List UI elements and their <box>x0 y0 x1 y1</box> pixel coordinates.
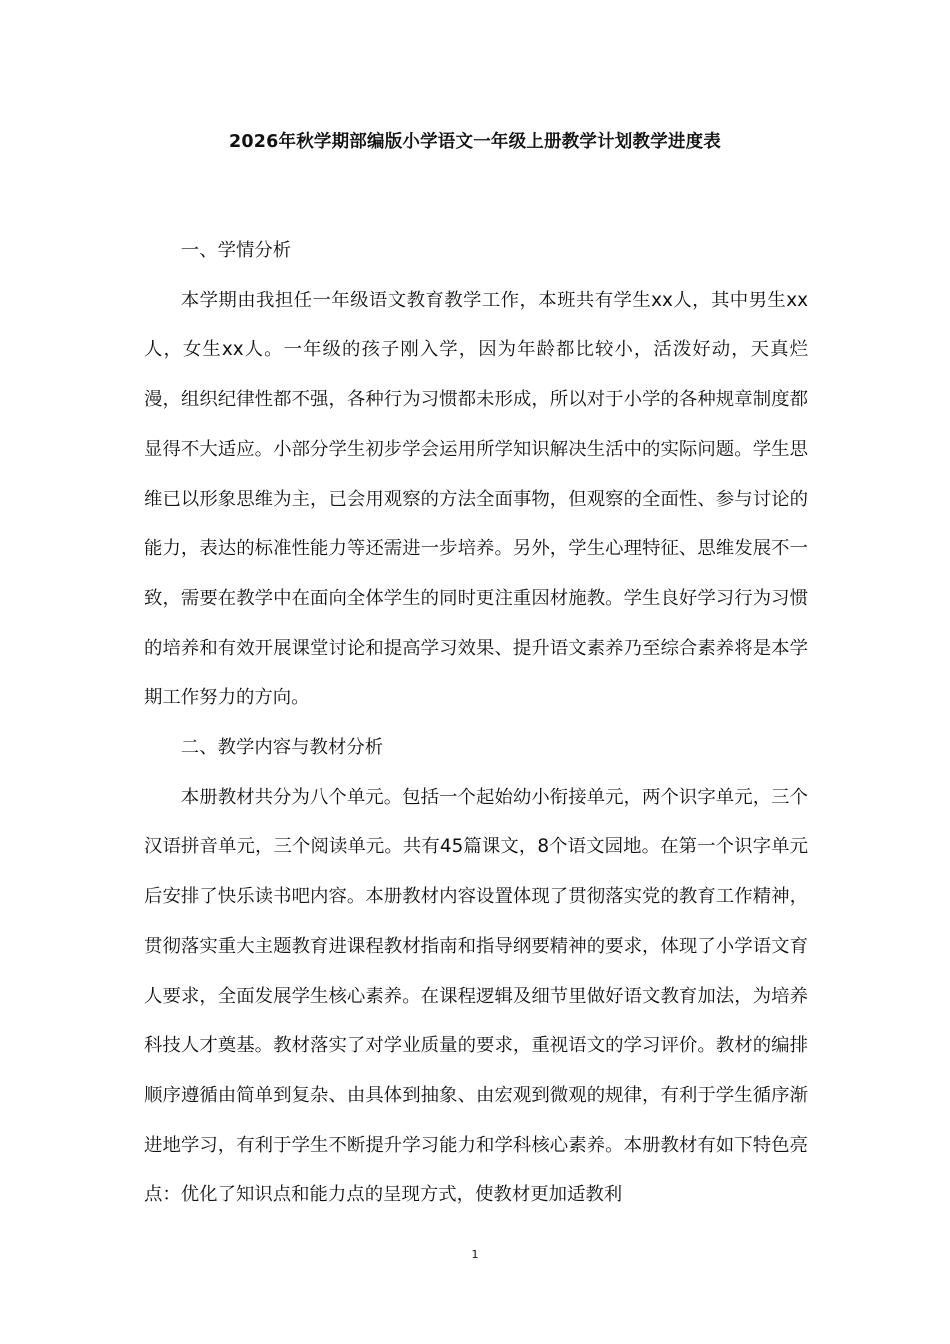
paragraph-content-analysis: 本册教材共分为八个单元。包括一个起始幼小衔接单元，两个识字单元，三个汉语拼音单元，三个阅读单元。共有45篇课文，8个语文园地。在第一个识字单元后安排了快乐读书吧内容。本册教材内容设置体现了贯彻落实党的教育工作精神，贯彻落实重大主题教育进课程教材指南和指导纲要精神的要求，体现了小学语文育人要求，全面发展学生核心素养。在课程逻辑及细节里做好语文教育加法，为培养科技人才奠基。教材落实了对学业质量的要求，重视语文的学习评价。教材的编排顺序遵循由简单到复杂、由具体到抽象、由宏观到微观的规律，有利于学生循序渐进地学习，有利于学生不断提升学习能力和学科核心素养。本册教材有如下特色亮点：优化了知识点和能力点的呈现方式，使教材更加适教利 <box>144 786 808 1206</box>
page-number: 1 <box>471 1248 479 1261</box>
section-heading-content-analysis: 二、教学内容与教材分析 <box>180 737 384 759</box>
section-heading-learning-analysis: 一、学情分析 <box>180 240 292 261</box>
document-title: 2026年秋学期部编版小学语文一年级上册教学计划教学进度表 <box>228 132 721 152</box>
paragraph-learning-analysis: 本学期由我担任一年级语文教育教学工作，本班共有学生xx人，其中男生xx人，女生xx人。一年级的孩子刚入学，因为年龄都比较小，活泼好动，天真烂漫，组织纪律性都不强，各种行为习惯都未形成，所以对于小学的各种规章制度都显得不大适应。小部分学生初步学会运用所学知识解决生活中的实际问题。学生思维已以形象思维为主，已会用观察的方法全面事物，但观察的全面性、参与讨论的能力，表达的标准性能力等还需进一步培养。另外，学生心理特征、思维发展不一致，需要在教学中在面向全体学生的同时更注重因材施教。学生良好学习行为习惯的培养和有效开展课堂讨论和提高学习效果、提升语文素养乃至综合素养将是本学期工作努力的方向。 <box>144 289 808 709</box>
document-body <box>144 226 808 1220</box>
